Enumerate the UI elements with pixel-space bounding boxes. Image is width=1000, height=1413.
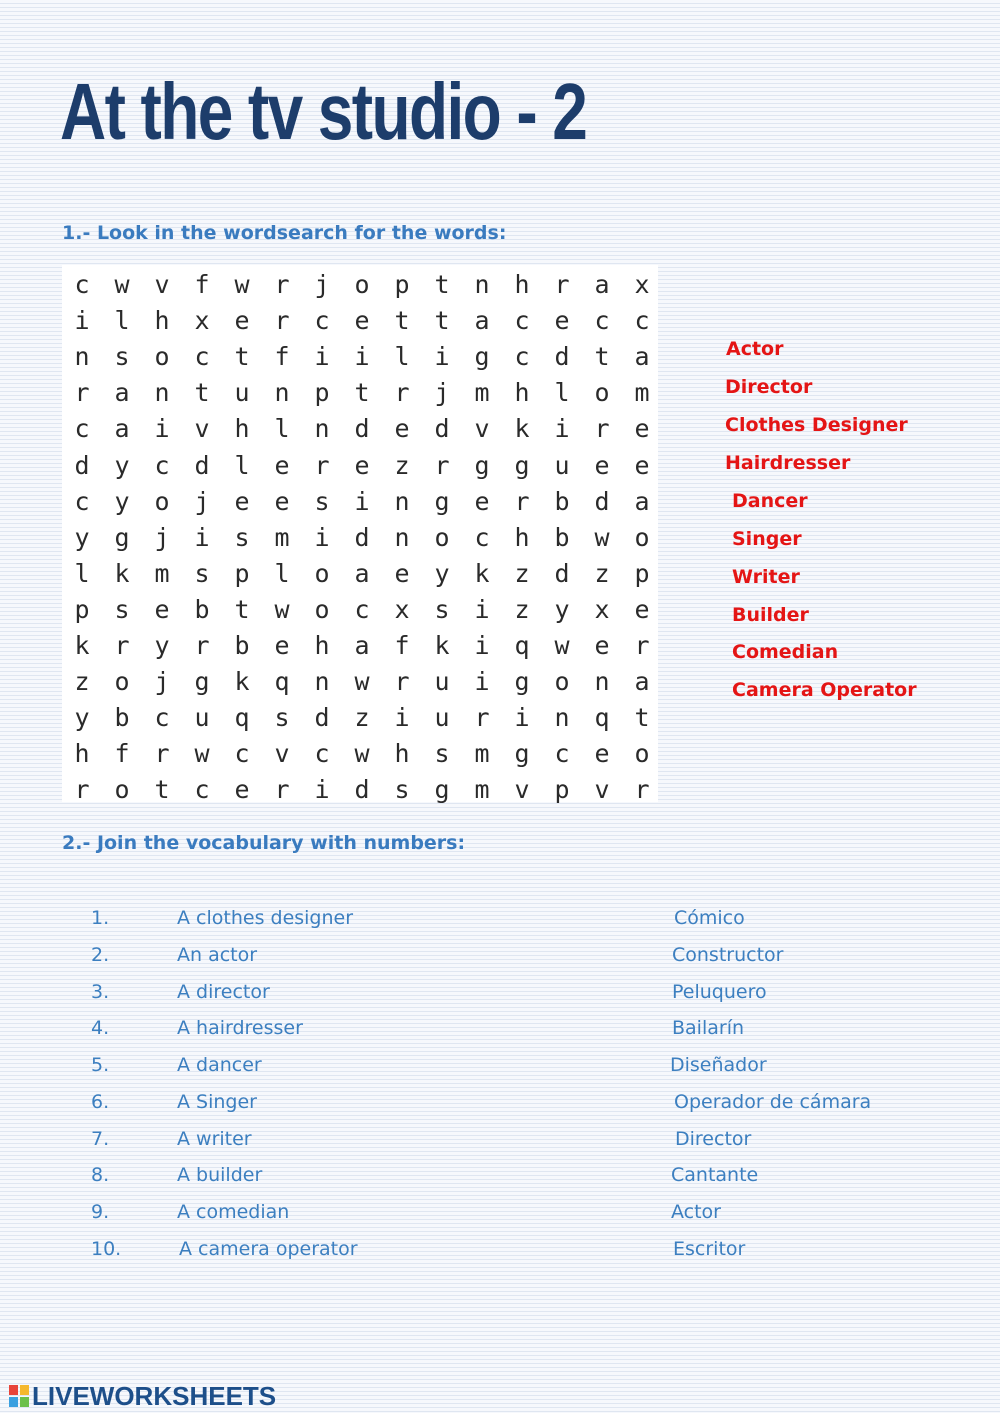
wordsearch-cell[interactable]: n bbox=[394, 522, 410, 552]
item-number: 6. bbox=[91, 1091, 110, 1113]
wordsearch-cell[interactable]: e bbox=[634, 594, 650, 624]
wordsearch-cell[interactable]: r bbox=[554, 270, 570, 299]
wordsearch-cell[interactable]: y bbox=[154, 631, 170, 660]
wordsearch-cell[interactable]: z bbox=[594, 558, 610, 588]
word-list-item: Comedian bbox=[732, 641, 839, 663]
wordsearch-cell[interactable]: m bbox=[474, 775, 490, 805]
wordsearch-cell[interactable]: r bbox=[634, 631, 650, 660]
wordsearch-cell[interactable]: e bbox=[234, 775, 250, 805]
spanish-term: Escritor bbox=[673, 1238, 746, 1260]
wordsearch-cell[interactable]: s bbox=[194, 558, 210, 588]
wordsearch-cell[interactable]: l bbox=[394, 342, 410, 372]
wordsearch-cell[interactable]: t bbox=[154, 775, 170, 805]
item-number: 4. bbox=[91, 1017, 110, 1039]
wordsearch-cell[interactable]: h bbox=[514, 378, 530, 408]
wordsearch-cell[interactable]: q bbox=[274, 667, 290, 697]
page-title: At the tv studio - 2 bbox=[60, 67, 587, 156]
wordsearch-cell[interactable]: e bbox=[594, 450, 610, 480]
wordsearch-cell[interactable]: m bbox=[274, 522, 290, 552]
wordsearch-cell[interactable]: p bbox=[634, 558, 650, 588]
wordsearch-cell[interactable]: c bbox=[514, 342, 530, 372]
wordsearch-cell[interactable]: d bbox=[554, 342, 570, 372]
wordsearch-cell[interactable]: g bbox=[434, 775, 450, 805]
wordsearch-cell[interactable]: b bbox=[114, 703, 130, 733]
wordsearch-cell[interactable]: d bbox=[74, 450, 90, 480]
wordsearch-cell[interactable]: a bbox=[114, 414, 130, 444]
wordsearch-cell[interactable]: i bbox=[474, 667, 490, 697]
wordsearch-cell[interactable]: m bbox=[154, 558, 170, 588]
wordsearch-cell[interactable]: i bbox=[314, 522, 330, 552]
wordsearch-cell[interactable]: c bbox=[154, 450, 170, 480]
wordsearch-cell[interactable]: d bbox=[594, 486, 610, 516]
wordsearch-cell[interactable]: x bbox=[194, 306, 210, 336]
wordsearch-cell[interactable]: t bbox=[234, 594, 250, 624]
spanish-term: Cantante bbox=[671, 1164, 759, 1186]
wordsearch-cell[interactable]: w bbox=[354, 667, 370, 697]
wordsearch-cell[interactable]: n bbox=[394, 486, 410, 516]
spanish-term: Actor bbox=[671, 1201, 721, 1223]
spanish-term: Cómico bbox=[674, 907, 745, 929]
wordsearch-cell[interactable]: q bbox=[234, 703, 250, 733]
wordsearch-cell[interactable]: w bbox=[274, 594, 290, 624]
wordsearch-cell[interactable]: z bbox=[74, 667, 90, 697]
word-list-item: Clothes Designer bbox=[725, 414, 908, 436]
wordsearch-cell[interactable]: k bbox=[74, 631, 90, 660]
wordsearch-cell[interactable]: o bbox=[554, 667, 570, 697]
wordsearch-grid bbox=[62, 265, 658, 805]
english-term: A Singer bbox=[177, 1091, 257, 1113]
wordsearch-cell[interactable]: o bbox=[154, 486, 170, 516]
item-number: 5. bbox=[91, 1054, 110, 1076]
wordsearch-cell[interactable]: c bbox=[314, 739, 330, 769]
wordsearch-cell[interactable]: e bbox=[274, 486, 290, 516]
wordsearch-cell[interactable]: f bbox=[394, 631, 410, 660]
liveworksheets-logo bbox=[8, 1382, 276, 1410]
wordsearch-cell[interactable]: n bbox=[274, 378, 290, 408]
wordsearch-cell[interactable]: l bbox=[554, 378, 570, 408]
wordsearch-cell[interactable]: e bbox=[594, 631, 610, 660]
wordsearch-cell[interactable]: i bbox=[434, 342, 450, 372]
wordsearch-cell[interactable]: u bbox=[554, 450, 570, 480]
wordsearch-cell[interactable]: r bbox=[394, 667, 410, 697]
wordsearch-cell[interactable]: t bbox=[194, 378, 210, 408]
wordsearch-cell[interactable]: t bbox=[434, 306, 450, 336]
wordsearch-cell[interactable]: d bbox=[554, 558, 570, 588]
wordsearch-cell[interactable]: c bbox=[194, 775, 210, 805]
spanish-term: Operador de cámara bbox=[674, 1091, 872, 1113]
wordsearch-cell[interactable]: d bbox=[314, 703, 330, 733]
word-list-item: Singer bbox=[732, 528, 802, 550]
wordsearch-cell[interactable]: v bbox=[154, 270, 170, 299]
word-list-item: Builder bbox=[732, 604, 809, 626]
wordsearch-cell[interactable]: c bbox=[74, 486, 90, 516]
wordsearch-cell[interactable]: a bbox=[634, 486, 650, 516]
wordsearch-cell[interactable]: h bbox=[234, 414, 250, 444]
wordsearch-cell[interactable]: v bbox=[194, 414, 210, 444]
wordsearch-cell[interactable]: o bbox=[634, 739, 650, 769]
wordsearch-cell[interactable]: r bbox=[634, 775, 650, 805]
wordsearch-cell[interactable]: n bbox=[74, 342, 90, 372]
wordsearch-cell[interactable]: q bbox=[514, 631, 530, 660]
english-term: A dancer bbox=[177, 1054, 262, 1076]
spanish-term: Constructor bbox=[672, 944, 784, 966]
wordsearch-cell[interactable]: e bbox=[594, 739, 610, 769]
wordsearch-cell[interactable]: u bbox=[194, 703, 210, 733]
wordsearch-cell[interactable]: i bbox=[314, 342, 330, 372]
wordsearch-cell[interactable]: w bbox=[594, 522, 610, 552]
wordsearch-cell[interactable]: e bbox=[234, 486, 250, 516]
wordsearch-cell[interactable]: d bbox=[354, 522, 370, 552]
wordsearch-cell[interactable]: m bbox=[634, 378, 650, 408]
wordsearch-cell[interactable]: l bbox=[234, 450, 250, 480]
wordsearch-cell[interactable]: j bbox=[154, 667, 170, 697]
item-number: 9. bbox=[91, 1201, 110, 1223]
wordsearch-cell[interactable]: m bbox=[474, 739, 490, 769]
wordsearch-cell[interactable]: h bbox=[314, 631, 330, 660]
wordsearch-cell[interactable]: h bbox=[394, 739, 410, 769]
wordsearch-cell[interactable]: r bbox=[594, 414, 610, 444]
wordsearch-cell[interactable]: n bbox=[154, 378, 170, 408]
wordsearch-cell[interactable]: y bbox=[554, 594, 570, 624]
wordsearch-cell[interactable]: s bbox=[114, 594, 130, 624]
english-term: A camera operator bbox=[179, 1238, 358, 1260]
wordsearch-cell[interactable]: k bbox=[514, 414, 530, 444]
wordsearch-cell[interactable]: e bbox=[634, 450, 650, 480]
wordsearch-cell[interactable]: d bbox=[194, 450, 210, 480]
wordsearch-cell[interactable]: l bbox=[274, 414, 290, 444]
wordsearch-cell[interactable]: r bbox=[274, 270, 290, 299]
wordsearch-cell[interactable]: a bbox=[474, 306, 490, 336]
wordsearch-cell[interactable]: r bbox=[194, 631, 210, 660]
wordsearch-cell[interactable]: j bbox=[194, 486, 210, 516]
wordsearch-cell[interactable]: g bbox=[514, 667, 530, 697]
word-list-item: Hairdresser bbox=[725, 452, 851, 474]
wordsearch-cell[interactable]: w bbox=[234, 270, 250, 299]
wordsearch-cell[interactable]: y bbox=[74, 703, 90, 733]
wordsearch-cell[interactable]: d bbox=[434, 414, 450, 444]
spanish-term: Diseñador bbox=[670, 1054, 767, 1076]
wordsearch-cell[interactable]: n bbox=[314, 667, 330, 697]
wordsearch-cell[interactable]: i bbox=[474, 631, 490, 660]
wordsearch-cell[interactable]: b bbox=[554, 522, 570, 552]
wordsearch-cell[interactable]: s bbox=[234, 522, 250, 552]
wordsearch-cell[interactable]: v bbox=[274, 739, 290, 769]
wordsearch-cell[interactable]: c bbox=[74, 270, 90, 299]
wordsearch-cell[interactable]: e bbox=[394, 414, 410, 444]
wordsearch-cell[interactable]: c bbox=[234, 739, 250, 769]
wordsearch-cell[interactable]: k bbox=[234, 667, 250, 697]
wordsearch-cell[interactable]: g bbox=[514, 450, 530, 480]
wordsearch-cell[interactable]: t bbox=[234, 342, 250, 372]
wordsearch-cell[interactable]: x bbox=[594, 594, 610, 624]
wordsearch-cell[interactable]: i bbox=[474, 594, 490, 624]
word-list-item: Actor bbox=[726, 338, 784, 360]
wordsearch-cell[interactable]: o bbox=[154, 342, 170, 372]
wordsearch-cell[interactable]: n bbox=[314, 414, 330, 444]
wordsearch-cell[interactable]: r bbox=[74, 378, 90, 408]
wordsearch-cell[interactable]: c bbox=[594, 306, 610, 336]
wordsearch-cell[interactable]: o bbox=[634, 522, 650, 552]
wordsearch-cell[interactable]: p bbox=[394, 270, 410, 299]
wordsearch-cell[interactable]: w bbox=[554, 631, 570, 660]
wordsearch-cell[interactable]: b bbox=[234, 631, 250, 660]
wordsearch-cell[interactable]: c bbox=[194, 342, 210, 372]
wordsearch-cell[interactable]: l bbox=[74, 558, 90, 588]
wordsearch-cell[interactable]: p bbox=[554, 775, 570, 805]
wordsearch-cell[interactable]: i bbox=[314, 775, 330, 805]
wordsearch-cell[interactable]: t bbox=[394, 306, 410, 336]
wordsearch-cell[interactable]: j bbox=[154, 522, 170, 552]
wordsearch-cell[interactable]: x bbox=[394, 594, 410, 624]
wordsearch-cell[interactable]: c bbox=[474, 522, 490, 552]
english-term: An actor bbox=[177, 944, 258, 966]
english-term: A hairdresser bbox=[177, 1017, 303, 1039]
wordsearch-cell[interactable]: q bbox=[594, 703, 610, 733]
english-term: A director bbox=[177, 981, 270, 1003]
wordsearch-cell[interactable]: g bbox=[194, 667, 210, 697]
wordsearch-cell[interactable]: i bbox=[514, 703, 530, 733]
wordsearch-cell[interactable]: r bbox=[274, 306, 290, 336]
wordsearch-cell[interactable]: a bbox=[114, 378, 130, 408]
wordsearch-cell[interactable]: i bbox=[354, 342, 370, 372]
wordsearch-cell[interactable]: e bbox=[394, 558, 410, 588]
wordsearch-cell[interactable]: h bbox=[74, 739, 90, 769]
item-number: 2. bbox=[91, 944, 110, 966]
wordsearch-cell[interactable]: i bbox=[354, 486, 370, 516]
wordsearch-cell[interactable]: o bbox=[114, 667, 130, 697]
wordsearch-cell[interactable]: t bbox=[594, 342, 610, 372]
spanish-term: Director bbox=[675, 1128, 752, 1150]
wordsearch-cell[interactable]: e bbox=[634, 414, 650, 444]
wordsearch-cell[interactable]: n bbox=[554, 703, 570, 733]
section-1-heading: 1.- Look in the wordsearch for the words: bbox=[62, 222, 507, 244]
wordsearch-cell[interactable]: e bbox=[354, 450, 370, 480]
wordsearch-cell[interactable]: g bbox=[434, 486, 450, 516]
wordsearch-cell[interactable]: e bbox=[274, 450, 290, 480]
english-term: A writer bbox=[177, 1128, 252, 1150]
wordsearch-cell[interactable]: o bbox=[594, 378, 610, 408]
wordsearch-cell[interactable]: r bbox=[514, 486, 530, 516]
wordsearch-cell[interactable]: e bbox=[474, 486, 490, 516]
wordsearch-cell[interactable]: s bbox=[434, 739, 450, 769]
wordsearch-cell[interactable]: y bbox=[114, 450, 130, 480]
wordsearch-cell[interactable]: d bbox=[354, 775, 370, 805]
wordsearch-cell[interactable]: v bbox=[514, 775, 530, 805]
wordsearch-cell[interactable]: i bbox=[394, 703, 410, 733]
wordsearch-cell[interactable]: a bbox=[354, 631, 370, 660]
wordsearch-cell[interactable]: c bbox=[154, 703, 170, 733]
wordsearch-cell[interactable]: c bbox=[314, 306, 330, 336]
item-number: 1. bbox=[91, 907, 110, 929]
wordsearch-cell[interactable]: s bbox=[274, 703, 290, 733]
wordsearch-cell[interactable]: r bbox=[314, 450, 330, 480]
wordsearch-cell[interactable]: g bbox=[474, 450, 490, 480]
item-number: 10. bbox=[91, 1238, 122, 1260]
wordsearch-cell[interactable]: n bbox=[594, 667, 610, 697]
wordsearch-cell[interactable]: z bbox=[354, 703, 370, 733]
wordsearch-cell[interactable]: r bbox=[434, 450, 450, 480]
wordsearch-cell[interactable]: p bbox=[234, 558, 250, 588]
wordsearch-cell[interactable]: e bbox=[354, 306, 370, 336]
wordsearch-cell[interactable]: i bbox=[154, 414, 170, 444]
wordsearch-cell[interactable]: a bbox=[354, 558, 370, 588]
wordsearch-cell[interactable]: z bbox=[514, 558, 530, 588]
wordsearch-cell[interactable]: i bbox=[554, 414, 570, 444]
wordsearch-cell[interactable]: o bbox=[354, 270, 370, 299]
wordsearch-cell[interactable]: l bbox=[114, 306, 130, 336]
wordsearch-cell[interactable]: n bbox=[474, 270, 490, 299]
english-term: A clothes designer bbox=[177, 907, 354, 929]
wordsearch-cell[interactable]: o bbox=[314, 558, 330, 588]
wordsearch-cell[interactable]: t bbox=[354, 378, 370, 408]
wordsearch-cell[interactable]: s bbox=[394, 775, 410, 805]
word-list-item: Writer bbox=[732, 566, 800, 588]
wordsearch-cell[interactable]: e bbox=[154, 594, 170, 624]
wordsearch-cell[interactable]: y bbox=[434, 558, 450, 588]
wordsearch-cell[interactable]: u bbox=[234, 378, 250, 408]
wordsearch-cell[interactable]: f bbox=[114, 739, 130, 769]
wordsearch-cell[interactable]: w bbox=[354, 739, 370, 769]
wordsearch-cell[interactable]: h bbox=[514, 270, 530, 299]
wordsearch-cell[interactable]: h bbox=[514, 522, 530, 552]
wordsearch-cell[interactable]: m bbox=[474, 378, 490, 408]
wordsearch-cell[interactable]: e bbox=[274, 631, 290, 660]
wordsearch-cell[interactable]: y bbox=[74, 522, 90, 552]
wordsearch-cell[interactable]: l bbox=[274, 558, 290, 588]
wordsearch-cell[interactable]: o bbox=[434, 522, 450, 552]
english-term: A comedian bbox=[177, 1201, 290, 1223]
spanish-term: Peluquero bbox=[672, 981, 767, 1003]
logo-text: LIVEWORKSHEETS bbox=[32, 1380, 277, 1411]
item-number: 8. bbox=[91, 1164, 110, 1186]
wordsearch-cell[interactable]: r bbox=[394, 378, 410, 408]
wordsearch-cell[interactable]: k bbox=[434, 631, 450, 660]
wordsearch-cell[interactable]: a bbox=[634, 342, 650, 372]
wordsearch-cell[interactable]: b bbox=[194, 594, 210, 624]
spanish-term: Bailarín bbox=[672, 1017, 745, 1039]
english-term: A builder bbox=[177, 1164, 263, 1186]
wordsearch-cell[interactable]: t bbox=[434, 270, 450, 299]
wordsearch-cell[interactable]: d bbox=[354, 414, 370, 444]
wordsearch-cell[interactable]: i bbox=[74, 306, 90, 336]
wordsearch-cell[interactable]: z bbox=[514, 594, 530, 624]
item-number: 3. bbox=[91, 981, 110, 1003]
wordsearch-cell[interactable]: z bbox=[394, 450, 410, 480]
wordsearch-cell[interactable]: e bbox=[234, 306, 250, 336]
wordsearch-cell[interactable]: g bbox=[514, 739, 530, 769]
wordsearch-cell[interactable]: o bbox=[314, 594, 330, 624]
word-list-item: Director bbox=[725, 376, 813, 398]
wordsearch-cell[interactable]: s bbox=[434, 594, 450, 624]
wordsearch-cell[interactable]: w bbox=[114, 270, 130, 299]
wordsearch-cell[interactable]: s bbox=[114, 342, 130, 372]
wordsearch-cell[interactable]: y bbox=[114, 486, 130, 516]
wordsearch-cell[interactable]: c bbox=[634, 306, 650, 336]
wordsearch-cell[interactable]: r bbox=[274, 775, 290, 805]
wordsearch-cell[interactable]: w bbox=[194, 739, 210, 769]
word-list-item: Camera Operator bbox=[732, 679, 917, 701]
wordsearch-cell[interactable]: r bbox=[114, 631, 130, 660]
wordsearch-cell[interactable]: x bbox=[634, 270, 650, 299]
wordsearch-cell[interactable]: g bbox=[114, 522, 130, 552]
wordsearch-cell[interactable]: b bbox=[554, 486, 570, 516]
wordsearch-cell[interactable]: j bbox=[314, 270, 330, 299]
wordsearch-cell[interactable]: c bbox=[74, 414, 90, 444]
wordsearch-cell[interactable]: h bbox=[154, 306, 170, 336]
wordsearch-cell[interactable]: r bbox=[474, 703, 490, 733]
section-2-heading: 2.- Join the vocabulary with numbers: bbox=[62, 832, 466, 854]
wordsearch-cell[interactable]: u bbox=[434, 703, 450, 733]
wordsearch-cell[interactable]: g bbox=[474, 342, 490, 372]
wordsearch-cell[interactable]: a bbox=[634, 667, 650, 697]
wordsearch-cell[interactable]: f bbox=[194, 270, 210, 299]
wordsearch-cell[interactable]: p bbox=[74, 594, 90, 624]
wordsearch-cell[interactable]: u bbox=[434, 667, 450, 697]
wordsearch-cell[interactable]: o bbox=[114, 775, 130, 805]
wordsearch-cell[interactable]: a bbox=[594, 270, 610, 299]
wordsearch-cell[interactable]: s bbox=[314, 486, 330, 516]
wordsearch-cell[interactable]: c bbox=[354, 594, 370, 624]
wordsearch-cell[interactable]: i bbox=[194, 522, 210, 552]
wordsearch-cell[interactable]: t bbox=[634, 703, 650, 733]
wordsearch-cell[interactable]: k bbox=[474, 558, 490, 588]
wordsearch-cell[interactable]: r bbox=[154, 739, 170, 769]
wordsearch-cell[interactable]: j bbox=[434, 378, 450, 408]
wordsearch-cell[interactable]: v bbox=[594, 775, 610, 805]
wordsearch-cell[interactable]: v bbox=[474, 414, 490, 444]
wordsearch-cell[interactable]: c bbox=[514, 306, 530, 336]
word-list-item: Dancer bbox=[732, 490, 808, 512]
wordsearch-cell[interactable]: r bbox=[74, 775, 90, 805]
wordsearch-cell[interactable]: c bbox=[554, 739, 570, 769]
wordsearch-cell[interactable]: p bbox=[314, 378, 330, 408]
wordsearch-cell[interactable]: e bbox=[554, 306, 570, 336]
wordsearch-cell[interactable]: k bbox=[114, 558, 130, 588]
item-number: 7. bbox=[91, 1128, 110, 1150]
logo-blocks-icon bbox=[8, 1384, 30, 1408]
wordsearch-cell[interactable]: f bbox=[274, 342, 290, 372]
